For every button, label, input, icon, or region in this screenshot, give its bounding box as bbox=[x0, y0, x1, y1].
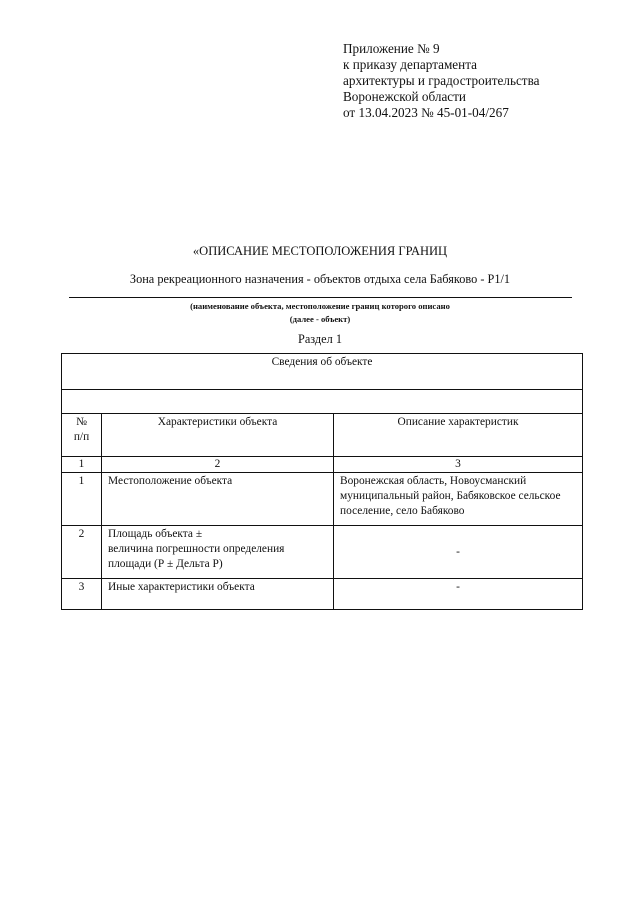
caption-line: (далее - объект) bbox=[289, 314, 351, 324]
row-number: 3 bbox=[62, 579, 102, 610]
appendix-line: архитектуры и градостроительства bbox=[343, 73, 540, 88]
appendix-block bbox=[343, 41, 539, 121]
row-number: 2 bbox=[62, 526, 102, 579]
row-number: 1 bbox=[62, 473, 102, 526]
row-description: Воронежская область, Новоусманский муниципальный район, Бабяковское сельское поселение, село Бабяково bbox=[334, 473, 583, 526]
section-heading: Раздел 1 bbox=[297, 332, 342, 346]
table-header-row bbox=[62, 414, 583, 457]
appendix-line: от 13.04.2023 № 45-01-04/267 bbox=[343, 105, 509, 120]
column-number: 2 bbox=[102, 457, 334, 473]
row-characteristic: Иные характеристики объекта bbox=[102, 579, 334, 610]
document-title: «ОПИСАНИЕ МЕСТОПОЛОЖЕНИЯ ГРАНИЦ bbox=[192, 244, 448, 258]
characteristic-line: величина погрешности определения bbox=[108, 543, 285, 555]
object-info-table bbox=[61, 353, 583, 610]
table-row bbox=[62, 526, 583, 579]
row-characteristic bbox=[102, 526, 334, 579]
table-row bbox=[62, 473, 583, 526]
row-characteristic: Местоположение объекта bbox=[102, 473, 334, 526]
characteristic-line: Площадь объекта ± bbox=[108, 528, 203, 540]
underline-rule bbox=[69, 297, 572, 298]
column-number-row bbox=[62, 457, 583, 473]
appendix-line: Воронежской области bbox=[343, 89, 466, 104]
table-title-row bbox=[62, 354, 583, 390]
column-number: 3 bbox=[334, 457, 583, 473]
characteristic-line: площади (Р ± Дельта Р) bbox=[108, 558, 223, 570]
object-caption bbox=[0, 300, 640, 326]
header-num: № п/п bbox=[62, 414, 102, 457]
header-desc: Описание характеристик bbox=[334, 414, 583, 457]
blank-cell bbox=[62, 390, 583, 414]
caption-line: (наименование объекта, местоположение границ которого описано bbox=[190, 301, 450, 311]
table-blank-row bbox=[62, 390, 583, 414]
appendix-line: Приложение № 9 bbox=[343, 41, 440, 56]
column-number: 1 bbox=[62, 457, 102, 473]
row-description: - bbox=[334, 579, 583, 610]
row-description: - bbox=[334, 526, 583, 579]
appendix-line: к приказу департамента bbox=[343, 57, 477, 72]
table-title: Сведения об объекте bbox=[62, 354, 583, 390]
header-name: Характеристики объекта bbox=[102, 414, 334, 457]
table-row bbox=[62, 579, 583, 610]
object-name: Зона рекреационного назначения - объектов отдыха села Бабяково - Р1/1 bbox=[129, 272, 511, 286]
